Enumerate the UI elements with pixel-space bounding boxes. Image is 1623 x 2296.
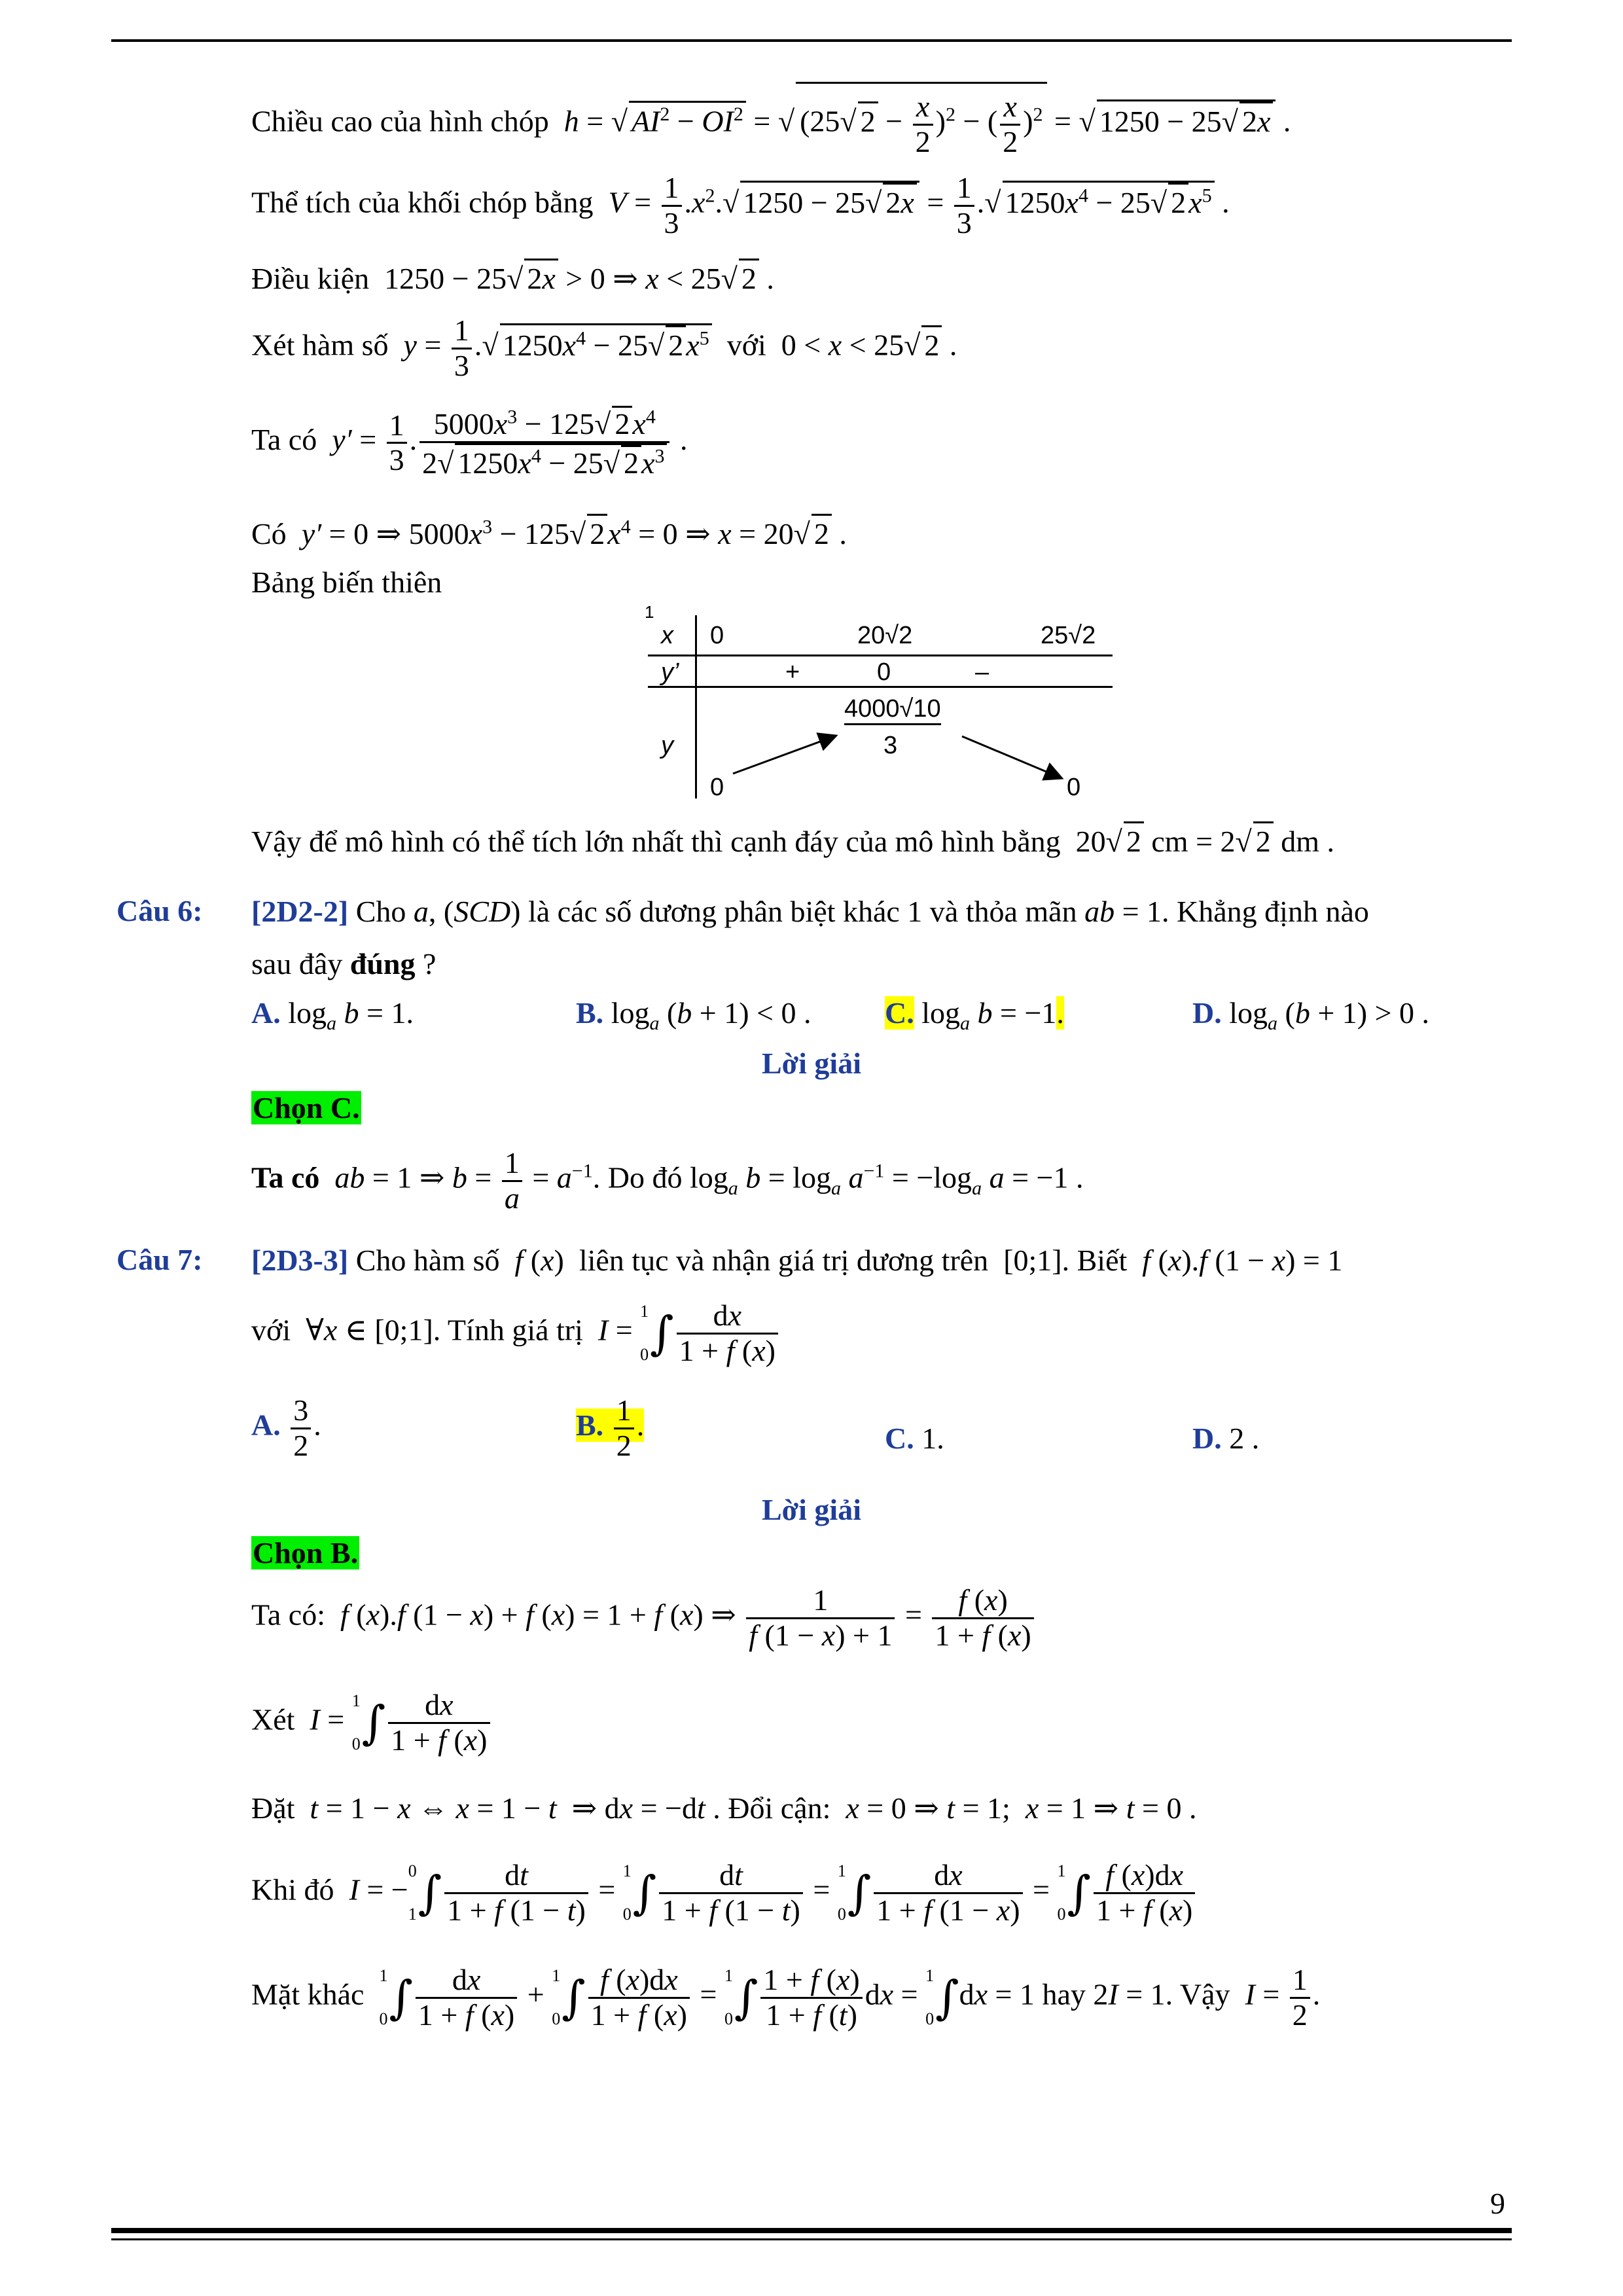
- header-rule: [111, 39, 1512, 42]
- text: liên tục và nhận giá trị dương trên: [579, 1244, 989, 1277]
- x-value-critical: 20√2: [857, 622, 913, 649]
- text: . Đổi cận:: [713, 1791, 831, 1825]
- question-7-stem-2: với ∀x ∈ [0;1]. Tính giá trị I = 1 0 ∫ $\frac{dx}{1 + f (x)}$: [251, 1299, 781, 1367]
- table-corner-mark: 1: [645, 602, 654, 622]
- variation-table: [645, 602, 1119, 801]
- text: là các số dương phân biệt khác 1 và thỏa mãn: [527, 895, 1077, 928]
- question-7-solution-title: Lời giải: [762, 1493, 861, 1526]
- option-label: B.: [576, 996, 604, 1030]
- question-7-step-2: Xét I = 1 0 ∫ $\frac{dx}{1 + f (x)}$: [251, 1689, 493, 1757]
- option-label: A.: [251, 1408, 281, 1442]
- question-7-label: Câu 7:: [116, 1243, 203, 1276]
- text: . Khẳng định nào: [1162, 895, 1369, 928]
- derivative-line: Ta có y′ = $\frac{1}{3}$ . $\frac{5000x^3 - 125√ 2x^4}{2√ 1250x^4 - 25√ 2x^3}$ .: [251, 406, 688, 480]
- question-6-label: Câu 6:: [116, 894, 203, 927]
- question-7-option-b: B. $\frac{1}{2}$ .: [576, 1393, 645, 1462]
- option-label: A.: [251, 996, 281, 1030]
- row-label-y: y: [661, 732, 673, 759]
- question-7-step-3: Đặt t = 1 − x ⇔ x = 1 − t ⇒ dx = −dt . Đổi cận: x = 0 ⇒ t = 1; x = 1 ⇒ t = 0 .: [251, 1791, 1197, 1825]
- text: hay: [1042, 1977, 1086, 2011]
- text: Có: [251, 517, 287, 550]
- question-6-option-c: C. $\log_a b = -1$.: [885, 996, 1064, 1035]
- text: với: [726, 328, 766, 362]
- question-7-choice: [251, 1535, 359, 1571]
- text: Chiều cao của hình chóp: [251, 104, 549, 138]
- question-7-step-4: Khi đó I = − 0 1 ∫ $\frac{dt}{1 + f (1 - t)}$ = 1 0 ∫ $\frac{dt}{1 + f (1 - t)}$ = 1 0 ∫ $\frac{dx}{1 + f (1 - x)}$ = 1 0 ∫ $\frac{f (x)dx}{1 + f (x)}$: [251, 1859, 1198, 1927]
- y-max-numerator: 4000√10: [844, 695, 941, 725]
- text: Ta có: [251, 1160, 320, 1194]
- text: Cho: [355, 895, 406, 928]
- question-7-option-a: A. $\frac{3}{2}$ .: [251, 1393, 321, 1462]
- bold-word: đúng: [349, 947, 416, 980]
- text: Vậy để mô hình có thể tích lớn nhất thì cạnh đáy của mô hình bằng: [251, 825, 1061, 858]
- question-6-stem: [2D2-2] Cho a, (SCD) là các số dương phân biệt khác 1 và thỏa mãn ab = 1. Khẳng định nào: [251, 895, 1369, 928]
- condition-line: Điều kiện 1250 − 25√ 2x > 0 ⇒ x < 25√ 2 .: [251, 259, 774, 296]
- function-line: Xét hàm số y = $\frac{1}{3}$ .√ $1250x^4 - 25√$ $2x^5$ với 0 < x < 25√ 2 .: [251, 314, 957, 382]
- question-7-step-1: Ta có: f (x).f (1 − x) + f (x) = 1 + f (x) ⇒ $\frac{1}{f (1 - x) + 1}$ = $\frac{f (x)}{1 + f (x)}$: [251, 1584, 1037, 1652]
- table-arrows: [648, 602, 1119, 798]
- text: . Do đó: [592, 1160, 683, 1194]
- variation-table-title: Bảng biến thiên: [251, 565, 442, 599]
- text: Khi đó: [251, 1873, 334, 1907]
- text: Ta có:: [251, 1598, 326, 1632]
- question-tag: [2D2-2]: [251, 895, 349, 928]
- question-7-step-5: Mặt khác 1 0 ∫ $\frac{dx}{1 + f (x)}$ + 1 0 ∫ $\frac{f (x)dx}{1 + f (x)}$ = 1 0 ∫ $\frac{1 + f (x)}{1 + f (t)}$ dx = 1 0 ∫dx = 1 hay 2I = 1. Vậy I = $\frac{1}{2}$ .: [251, 1963, 1321, 2032]
- answer-choice: Chọn B.: [253, 1536, 359, 1570]
- question-6-solution: Ta có ab = 1 ⇒ b = $\frac{1}{a}$ = $a^{-1}$. Do đó $\log_a b = \log_a a^{-1} = -\log_a$ a = −1 .: [251, 1146, 1084, 1215]
- question-6-option-b: B. $\log_a (b + 1) < 0$ .: [576, 996, 812, 1035]
- critical-point-line: Có y′ = 0 ⇒ $5000x^3 - 125√$ $2x^4 = 0$ ⇒ x = 20√ 2 .: [251, 514, 847, 552]
- y-right-value: 0: [1067, 774, 1081, 801]
- answer-choice: Chọn C.: [253, 1091, 360, 1124]
- text: Mặt khác: [251, 1977, 365, 2011]
- footer-rule: [111, 2228, 1512, 2233]
- question-7-option-c: C. 1.: [885, 1422, 944, 1455]
- option-label: B.: [576, 1408, 604, 1442]
- question-6-option-a: A. $\log_a b = 1$.: [251, 996, 414, 1035]
- text: Đặt: [251, 1791, 295, 1825]
- question-7-stem: [2D3-3] Cho hàm số f (x) liên tục và nhận giá trị dương trên [0;1]. Biết f (x).f (1 − x) = 1: [251, 1244, 1343, 1277]
- text: với: [251, 1313, 291, 1347]
- text: Xét hàm số: [251, 328, 389, 362]
- yprime-zero: 0: [877, 658, 891, 686]
- x-value-0: 0: [710, 622, 724, 649]
- option-label: C.: [885, 1422, 914, 1455]
- question-6-option-d: D. $\log_a (b + 1) > 0$ .: [1192, 996, 1430, 1035]
- yprime-minus: –: [975, 658, 990, 686]
- question-6-stem-2: [251, 946, 436, 982]
- question-6-solution-title: Lời giải: [762, 1047, 861, 1080]
- text: . Vậy: [1165, 1977, 1230, 2011]
- conclusion-line: Vậy để mô hình có thể tích lớn nhất thì cạnh đáy của mô hình bằng 20√ 2 cm = 2√ 2 dm .: [251, 821, 1334, 859]
- y-left-value: 0: [710, 774, 724, 801]
- row-label-x: x: [661, 622, 673, 649]
- text: . Tính giá trị: [433, 1313, 583, 1347]
- text: . Biết: [1061, 1244, 1128, 1277]
- text: Ta có: [251, 423, 317, 457]
- text: Xét: [251, 1702, 295, 1736]
- volume-formula-line: Thể tích của khối chóp bằng V = $\frac{1}{3}$ $.x^2.√$ 1250 − 25√ 2x = $\frac{1}{3}$ .√ $1250x^4 - 25√$ $2x^5$ .: [251, 171, 1230, 240]
- question-tag: [2D3-3]: [251, 1244, 349, 1277]
- option-label: D.: [1192, 1422, 1222, 1455]
- height-formula-line: Chiều cao của hình chóp h = √ $AI^2 - OI^2$ = √ (25√ 2 − $\frac{x}{2}$ )$^2$ − ( $\frac{x}{2}$ )$^2$ = √ 1250 − 25√ 2x .: [251, 82, 1291, 165]
- text: Cho hàm số: [355, 1244, 500, 1277]
- question-6-choice: [251, 1090, 361, 1126]
- y-max-denominator: 3: [883, 732, 898, 759]
- x-value-end: 25√2: [1041, 622, 1096, 649]
- text: Điều kiện: [251, 262, 370, 295]
- yprime-plus: +: [785, 658, 800, 686]
- option-label: C.: [885, 996, 914, 1030]
- question-7-option-d: D. 2 .: [1192, 1422, 1260, 1455]
- text: Thể tích của khối chóp bằng: [251, 185, 594, 219]
- page-number: 9: [1490, 2187, 1505, 2220]
- option-label: D.: [1192, 996, 1222, 1030]
- text: ?: [423, 947, 437, 980]
- text: sau đây: [251, 947, 343, 980]
- footer-rule-thin: [111, 2238, 1512, 2240]
- row-label-yprime: y’: [661, 658, 679, 686]
